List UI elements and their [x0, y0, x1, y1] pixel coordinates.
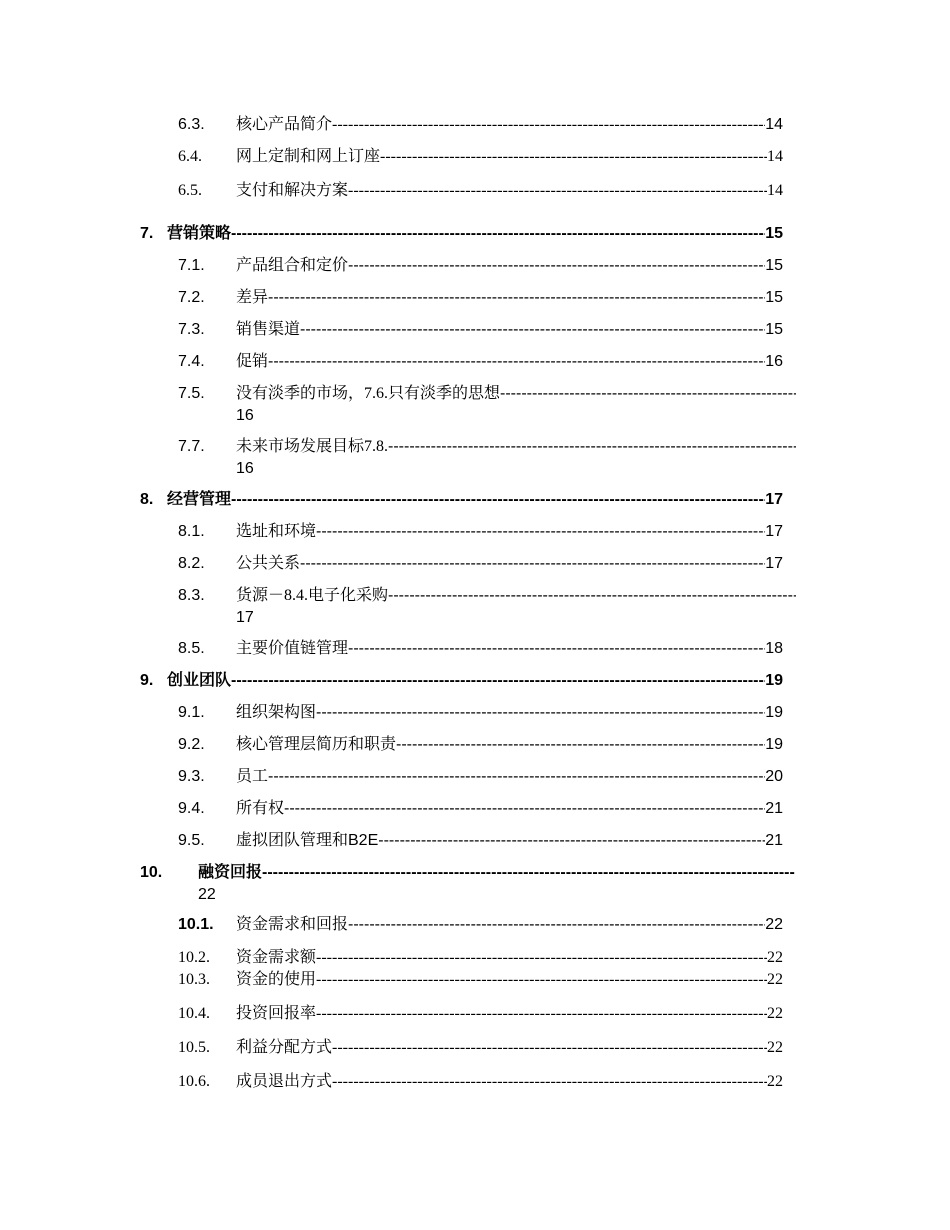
toc-number: 8.5. [178, 640, 205, 657]
toc-page: 22 [767, 949, 783, 966]
toc-number: 10.1. [178, 916, 214, 933]
toc-label: 公共关系 [236, 555, 301, 572]
toc-number: 8.1. [178, 523, 205, 540]
toc-number: 9.3. [178, 768, 205, 785]
toc-label: 未来市场发展目标7.8. [236, 438, 389, 455]
toc-page: 14 [767, 182, 783, 199]
toc-page: 22 [767, 1073, 783, 1090]
toc-number: 10.3. [178, 971, 210, 988]
toc-page: 19 [765, 704, 783, 721]
toc-number: 10. [140, 864, 163, 881]
toc-page: 22 [765, 916, 783, 933]
toc-number: 7.4. [178, 353, 205, 370]
toc-label: 成员退出方式 [236, 1073, 333, 1090]
toc-page: 20 [765, 768, 783, 785]
toc-number: 8.2. [178, 555, 205, 572]
toc-label: 创业团队 [167, 672, 232, 689]
toc-number: 7. [140, 225, 154, 242]
toc-label: 主要价值链管理 [236, 640, 349, 657]
toc-page: 16 [765, 353, 783, 370]
toc-page: 22 [767, 971, 783, 988]
toc-label: 核心产品简介 [236, 116, 333, 133]
toc-label: 差异 [236, 289, 269, 306]
toc-number: 9.1. [178, 704, 205, 721]
toc-label: 所有权 [236, 800, 285, 817]
toc-number: 9.2. [178, 736, 205, 753]
toc-page: 17 [236, 609, 254, 626]
toc-number: 10.5. [178, 1039, 210, 1056]
toc-page: 19 [765, 736, 783, 753]
toc-label: 网上定制和网上订座 [236, 148, 381, 165]
toc-number: 9. [140, 672, 154, 689]
toc-number: 8.3. [178, 587, 205, 604]
toc-page: 15 [765, 225, 783, 242]
toc-page: 16 [236, 407, 254, 424]
toc-page: 14 [767, 148, 783, 165]
toc-label: 资金的使用 [236, 971, 317, 988]
toc-label: 产品组合和定价 [236, 257, 349, 274]
toc-number: 7.1. [178, 257, 205, 274]
toc-page: 22 [767, 1039, 783, 1056]
toc-number: 7.3. [178, 321, 205, 338]
toc-number: 7.5. [178, 385, 205, 402]
toc-page: 18 [765, 640, 783, 657]
toc-number: 6.5. [178, 182, 202, 199]
toc-label: 资金需求额 [236, 949, 317, 966]
toc-label: 货源－8.4.电子化采购 [236, 587, 389, 604]
toc-label: 员工 [236, 768, 269, 785]
toc-label: 利益分配方式 [236, 1039, 333, 1056]
toc-number: 9.4. [178, 800, 205, 817]
toc-number: 7.2. [178, 289, 205, 306]
toc-label: 资金需求和回报 [236, 916, 349, 933]
toc-page: 19 [765, 672, 783, 689]
toc-label: 销售渠道 [236, 321, 301, 338]
toc-number: 10.6. [178, 1073, 210, 1090]
toc-number: 6.4. [178, 148, 202, 165]
toc-page: 15 [765, 321, 783, 338]
toc-number: 10.4. [178, 1005, 210, 1022]
toc-number: 7.7. [178, 438, 205, 455]
toc-number: 8. [140, 491, 154, 508]
toc-page: 17 [765, 523, 783, 540]
toc-number: 10.2. [178, 949, 210, 966]
toc-label: 虚拟团队管理和B2E [236, 832, 379, 849]
toc-label: 促销 [236, 353, 269, 370]
toc-label: 融资回报 [198, 864, 263, 881]
toc-label: 营销策略 [167, 225, 232, 242]
toc-number: 9.5. [178, 832, 205, 849]
toc-page: 21 [765, 800, 783, 817]
toc-label: 选址和环境 [236, 523, 317, 540]
toc-page: 17 [765, 555, 783, 572]
toc-label: 投资回报率 [236, 1005, 317, 1022]
toc-page: 15 [765, 257, 783, 274]
toc-page: 22 [767, 1005, 783, 1022]
toc-label: 经营管理 [167, 491, 232, 508]
toc-label: 组织架构图 [236, 704, 317, 721]
toc-label: 支付和解决方案 [236, 182, 349, 199]
toc-page: 22 [198, 886, 216, 903]
toc-page: 21 [765, 832, 783, 849]
toc-number: 6.3. [178, 116, 205, 133]
toc-label: 核心管理层简历和职责 [236, 736, 397, 753]
toc-page: 14 [765, 116, 783, 133]
toc-label: 没有淡季的市场，7.6.只有淡季的思想 [236, 385, 501, 402]
toc-page: 17 [765, 491, 783, 508]
toc-page: 15 [765, 289, 783, 306]
toc-page: 16 [236, 460, 254, 477]
